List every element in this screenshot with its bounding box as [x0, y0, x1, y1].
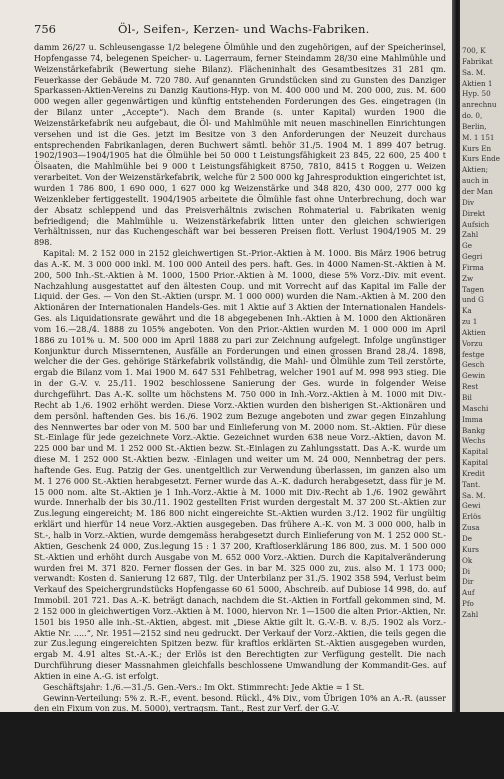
adjacent-page-line: Dir — [462, 577, 474, 587]
adjacent-page-line: Firma — [462, 262, 484, 272]
adjacent-page-line: Kurs En — [462, 143, 492, 153]
adjacent-page-edge — [460, 0, 504, 712]
paragraph-balance-sheet: Bilanz am 31. Mai 1905: Aktiva: Grundstück Steindamm 26/27, Schleusengasse 1/2 (Ölmühle) 208 299, do. Steindamm 28/30 (Mahlmühle u. Stärkefabrik) 310 000, do. Hopfengasse 74 (Speicher u. Lagerraum) 517 500, Res.-Dampfmasch. 4000, Ölmühleinventar 27 000, Maschinen (Ölmühle) 354 000, do. Mahlmühle u. Stärkefabrik 352 000, do. des Speicherbetriebes 70 000, elektr. Beleucht.-Anlage 1, Feuerlöscheinricht. u. Wasserleitung 1, mechan. Werkstätten 1, Pferde u. Wagen 1, Brücken 1, Mahlmühleninventar 1, Kontor- do. 1, Masch. der Bötcherei 5500, Lager- — [34, 714, 446, 779]
body-text — [34, 42, 446, 779]
adjacent-page-line: Div — [462, 197, 475, 207]
adjacent-page-text — [462, 46, 504, 621]
adjacent-page-line: Gesch — [462, 360, 485, 370]
adjacent-page-line: auch in — [462, 176, 489, 186]
adjacent-page-line: Erlös — [462, 512, 481, 522]
adjacent-page-line: Tagen — [462, 284, 485, 294]
adjacent-page-line: Aufsich — [462, 219, 490, 229]
adjacent-page-line: Bankg — [462, 425, 486, 435]
adjacent-page-line: Vorzu — [462, 338, 483, 348]
adjacent-page-line: zu 1 — [462, 317, 478, 327]
adjacent-page-line: Zusa — [462, 523, 480, 533]
adjacent-page-line: Wechs — [462, 436, 486, 446]
adjacent-page-line: Kredit — [462, 468, 485, 478]
adjacent-page-line: Sa. M. — [462, 490, 486, 500]
adjacent-page-line: Kurs Ende — [462, 154, 500, 164]
adjacent-page-line: do. 0, — [462, 111, 483, 121]
adjacent-page-line: Zahl — [462, 230, 479, 240]
adjacent-page-line: Aktien — [462, 327, 486, 337]
adjacent-page-line: 700, K — [462, 46, 486, 55]
adjacent-page-line: Rest — [462, 382, 479, 392]
adjacent-page-line: Hyp. 50 — [462, 89, 491, 99]
adjacent-page-line: Gewin — [462, 371, 486, 381]
adjacent-page-line: M. 1 151 — [462, 132, 495, 142]
adjacent-page-line: Tant. — [462, 479, 481, 489]
adjacent-page-line: Di — [462, 566, 471, 576]
page-number: 756 — [34, 22, 56, 36]
adjacent-page-line: Aktien; — [462, 165, 489, 175]
adjacent-page-line: Maschi — [462, 403, 489, 413]
page-header — [34, 22, 444, 38]
adjacent-page-line: Kurs — [462, 544, 479, 554]
adjacent-page-line: festge — [462, 349, 485, 359]
adjacent-page-line: Ge — [462, 241, 472, 251]
adjacent-page-line: Ka — [462, 306, 472, 316]
book-gutter — [452, 0, 460, 712]
adjacent-page-line: Sa. M. — [462, 67, 486, 77]
adjacent-page-line: Auf — [462, 588, 475, 598]
adjacent-page-line: Gewi — [462, 501, 481, 511]
adjacent-page-line: Berlin, — [462, 121, 487, 131]
adjacent-page-line: Bil — [462, 393, 472, 402]
paragraph-property: damm 26/27 u. Schleusengasse 1/2 belegene Ölmühle und den zugehörigen, auf der Speicherinsel, Hopfengasse 74, belegenen Speicher- u. Lagerraum, ferner Steindamm 28/30 eine Mahlmühle und Weizenstärkefabrik (Bewertung siehe Bilanz). Flächeninhalt des Gesamtbesitzes 31 281 qm. Feuerkasse der Gebäude M. 720 780. Auf genannten Grundstücken sind zu Gunsten des Danziger Sparkassen-Aktien-Vereins zu Danzig Kautions-Hyp. von M. 400 000 und M. 200 000, zus. M. 600 000 wegen aller gegenwärtigen und künftig entstehenden Forderungen des Ges. eingetragen (in der Bilanz unter „Accepte“). Nach dem Brande (s. unter Kapital) wurden 1900 die Weizenstärkefabrik neu aufgebaut, die Öl- und Mahlmühle mit neuen maschinellen Einrichtungen versehen und ist die Ges. jetzt im Besitze von 3 den Anforderungen der Neuzeit durchaus entsprechenden Fabrikanlagen, deren Buchwert sämtl. behör 31./5. 1904 M. 1 899 407 betrug. 1902/1903—1904/1905 hat die Ölmühle bei 50 000 t Leistungsfähigkeit 23 845, 22 600, 25 400 t Ölsaaten, die Mahlmühle bei 9 000 t Leistungsfähigkeit 8750, 7810, 8415 t Roggen u. Weizen verarbeitet. Von der Weizenstärkefabrik, welche für 2 500 000 kg Jahresproduktion eingerichtet ist, wurden 1 786 800, 1 690 000, 1 627 000 kg Weizenstärke und 348 820, 430 000, 277 000 kg Weizenkleber fertiggestellt. 1904/1905 arbeitete die Ölmühle fast ohne Unterbrechung, doch war der Absatz schleppend und das Preisverhältnis zwischen Rohmaterial u. Fabrikaten wenig befriedigend; die Mahlmühle u. Weizenstärkefabrik litten unter den gleichen schwierigen Verhältnissen, nur das Kuchengeschäft war bei besseren Preisen flott. Verlust 1904/1905 M. 29 898. — [34, 42, 446, 248]
adjacent-page-line: Ok — [462, 555, 473, 565]
adjacent-page-line: Pfo — [462, 599, 474, 609]
adjacent-page-line: Kapital — [462, 447, 489, 457]
adjacent-page-line: Fabrikat — [462, 56, 493, 66]
adjacent-page-line: und G — [462, 295, 484, 305]
adjacent-page-line: De — [462, 533, 473, 543]
adjacent-page-line: Direkt — [462, 208, 485, 218]
adjacent-page-line: Kapital — [462, 458, 489, 468]
adjacent-page-line: Zw — [462, 273, 474, 283]
adjacent-page-line: anrechnu — [462, 100, 497, 110]
paragraph-fiscal-year: Geschäftsjahr: 1./6.—31./5. Gen.-Vers.: Im Okt. Stimmrecht: Jede Aktie = 1 St. — [43, 681, 365, 692]
paragraph-capital: Kapital: M. 2 152 000 in 2152 gleichwertigen St.-Prior.-Aktien à M. 1000. Bis März 1906 betrug das A.-K. M. 3 000 000 inkl. M. 100 000 Anteil des pers. haft. Ges. in 4000 Namen-St.-Aktien à M. 200, 500 Inh.-St.-Aktien à M. 1000, 1500 Prior.-Aktien à M. 1000, diese 5% Vorz.-Div. mit event. Nachzahlung ausgestattet auf den ältesten Coup. und mit Vorrecht auf das Kapital im Falle der Liquid. der Ges. — Von den St.-Aktien (urspr. M. 1 000 000) wurden die Nam.-Aktien à M. 200 den Aktionären der Internationalen Handels-Ges. mit 1 Aktie auf 3 Aktien der Internationalen Handels-Ges. als Liquidationsrate gewährt und die 18 abgegebenen Inh.-Aktien à M. 1000 den Aktionären vom 16.—28./4. 1888 zu 105% angeboten. Von den Prior.-Aktien wurden M. 1 000 000 im April 1886 zu 101% u. M. 500 000 im April 1888 zu pari zur Zeichnung aufgelegt. Infolge ungünstiger Konjunktur durch Misserntenen, Ausfälle an Forderungen und einen grossen Brand 28./4. 1898, welcher die der Ges. gehörige Stärkefabrik vollständig, die Mahl- und Ölmühle zum Teil zerstörte, ergab die Bilanz vom 1. Mai 1900 M. 647 531 Fehlbetrag, welcher 1901 auf M. 998 993 stieg. Die in der G.-V. v. 25./11. 1902 beschlossene Sanierung der Ges. wurde in folgender Weise durchgeführt. Das A.-K. sollte um höchstens M. 750 000 in Inh.-Vorz.-Aktien à M. 1000 mit Div.-Recht ab 1./6. 1902 erhöht werden. Diese Vorz.-Aktien wurden den bisherigen St.-Aktionären und dem persönl. haftenden Ges. bis 16./6. 1902 zum Bezuge angeboten und zwar gegen Einzahlung des Nennwertes bar oder von M. 500 bar und Einlieferung von M. 2000 nom. St.-Aktien. Für diese St.-Einlage für jede gezeichnete Vorz.-Aktie. Gezeichnet wurden 638 neue Vorz.-Aktien, davon M. 225 000 bar und M. 1 252 000 St.-Aktien bezw. St.-Einlagen zu Zahlungsstatt. Das A.-K. wurde um diese M. 1 252 000 St.-Aktien bezw. -Einlagen und weiter um M. 24 000, Nennbetrag der pers. haftende Ges. Eug. Patzig der Ges. unentgeltlich zur Verwendung überlassen, im ganzen also um M. 1 276 000 St.-Aktien herabgesetzt. Ferner wurde das A.-K. dadurch herabgesetzt, dass für je M. 15 000 nom. alte St.-Aktien je 1 Inh.-Vorz.-Aktie à M. 1000 mit Div.-Recht ab 1./6. 1902 gewährt wurde. Innerhalb der bis 30./11. 1902 gestellten Frist wurden dergestalt M. 37 200 St.-Aktien zur Zus.legung eingereicht; M. 186 800 nicht eingereichte St.-Aktien wurden 3./12. 1902 für ungültig erklärt und hierfür 14 neue Vorz.-Aktien ausgegeben. Das frühere A.-K. von M. 3 000 000, halb in St.-, halb in Vorz.-Aktien, wurde demgemäss herabgesetzt durch Einlieferung von M. 1 252 000 St.-Aktien, Geschenk 24 000, Zus.legung 15 : 1 37 200, Kraftloserklärung 186 800, zus. M. 1 500 000 St.-Aktien und erhöht durch Ausgabe von M. 652 000 Vorz.-Aktien. Durch die Kapitalveränderung wurden frei M. 371 820. Ferner flossen der Ges. in bar M. 325 000 zu, zus. also M. 1 173 000; verwandt: Kosten d. Sanierung 12 687, Tilg. der Unterbilanz per 31./5. 1902 358 594, Verlust beim Verkauf des Speichergrundstücks Hopfengasse 60 61 5000, Abschreib. auf Dubiose 14 998, do. auf Immobil. 201 721. Das A.-K. beträgt danach, nachdem die St.-Aktien in Fortfall gekommen sind, M. 2 152 000 in gleichwertigen Vorz.-Aktien à M. 1000, hiervon Nr. 1—1500 die alten Prior.-Aktien, Nr. 1501 bis 1950 alle inh.-St.-Aktien, abgest. mit „Diese Aktie gilt lt. G.-V.-B. v. 8./5. 1902 als Vorz.-Aktie Nr. .....“, Nr. 1951—2152 sind neu gedruckt. Der Verkauf der Vorz.-Aktien, die teils gegen die zur Zus.legung eingereichten Spitzen bezw. für kraftlos erklärten St.-Aktien ausgegeben wurden, ergab M. 4.91 altes St.-A.-K.; der Erlös ist den Berechtigten zur Verfügung gestellt. Die nach Durchführung dieser Massnahmen gleichfalls beschlossene Umwandlung der Kommandit-Ges. auf Aktien in eine A.-G. ist erfolgt. — [34, 248, 446, 681]
adjacent-page-line: Zahl — [462, 609, 479, 619]
adjacent-page-line: der Man — [462, 186, 493, 196]
adjacent-page-line: Gegri — [462, 252, 483, 262]
adjacent-page-line: Imma — [462, 414, 483, 424]
running-title: Öl-, Seifen-, Kerzen- und Wachs-Fabriken. — [118, 22, 370, 36]
adjacent-page-line: Aktien 1 — [462, 78, 493, 88]
paragraph-profit-distribution: Gewinn-Verteilung: 5% z. R.-F., event. besond. Rückl., 4% Div., vom Übrigen 10% an A.-R. (ausser den ein Fixum von zus. M. 5000), vertragsm. Tant., Rest zur Verf. der G.-V. — [34, 692, 446, 714]
